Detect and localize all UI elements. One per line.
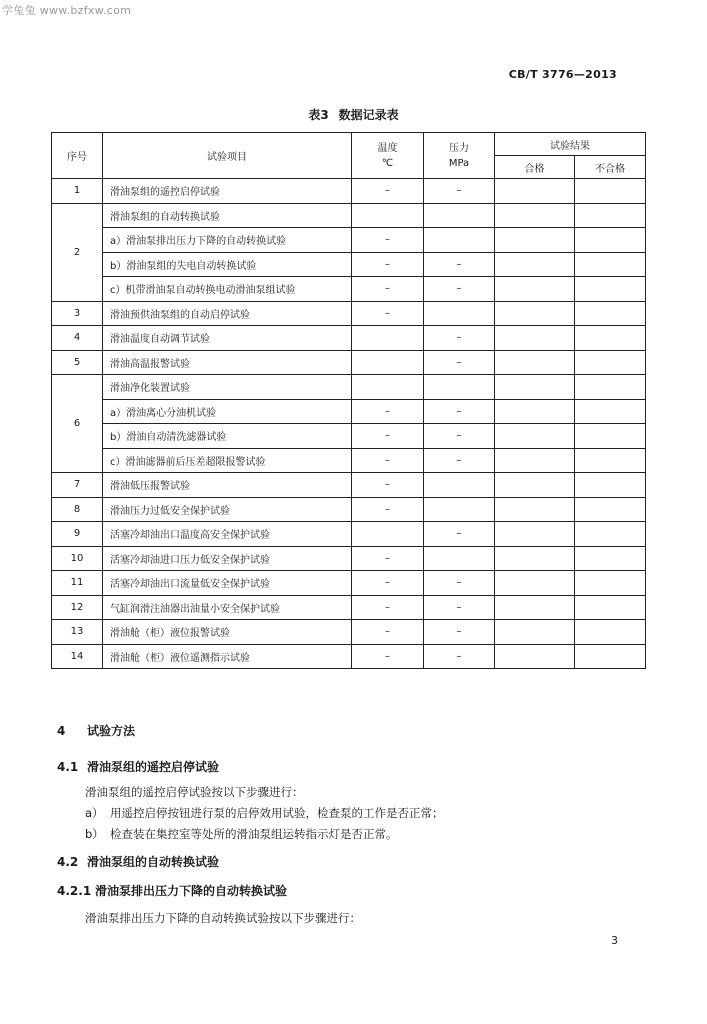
cell-pass — [495, 375, 575, 400]
cell-fail — [575, 301, 646, 326]
section-number: 4.2.1 — [57, 884, 92, 898]
table-row — [52, 473, 646, 498]
list-item-a — [85, 805, 444, 821]
section-number: 4 — [57, 724, 66, 738]
section-4-1-intro: 滑油泵组的遥控启停试验按以下步骤进行： — [85, 785, 304, 799]
cell-temp: – — [352, 595, 424, 620]
cell-temp — [352, 203, 424, 228]
cell-seq: 6 — [52, 375, 103, 473]
cell-fail — [575, 252, 646, 277]
cell-pass — [495, 424, 575, 449]
cell-press — [424, 375, 495, 400]
section-4-2-1-intro: 滑油泵排出压力下降的自动转换试验按以下步骤进行： — [85, 911, 361, 925]
cell-temp: – — [352, 546, 424, 571]
cell-temp — [352, 326, 424, 351]
cell-press: – — [424, 620, 495, 645]
header-temp-unit: ℃ — [381, 157, 394, 169]
table-caption-number: 表3 — [308, 108, 329, 122]
cell-fail — [575, 448, 646, 473]
list-label: b） — [85, 827, 104, 841]
cell-fail — [575, 644, 646, 669]
cell-seq: 9 — [52, 522, 103, 547]
cell-temp: – — [352, 301, 424, 326]
table-row — [52, 644, 646, 669]
cell-temp: – — [352, 252, 424, 277]
cell-press: – — [424, 277, 495, 302]
cell-fail — [575, 546, 646, 571]
cell-item: 滑油泵组的遥控启停试验 — [103, 179, 352, 204]
table-row — [52, 448, 646, 473]
cell-item: a）滑油离心分油机试验 — [103, 399, 352, 424]
header-press-label: 压力 — [449, 142, 469, 154]
section-title: 滑油泵排出压力下降的自动转换试验 — [95, 884, 288, 898]
cell-seq: 12 — [52, 595, 103, 620]
table-row — [52, 399, 646, 424]
cell-press: – — [424, 571, 495, 596]
cell-item: c）机带滑油泵自动转换电动滑油泵组试验 — [103, 277, 352, 302]
table-row — [52, 301, 646, 326]
cell-seq: 14 — [52, 644, 103, 669]
cell-pass — [495, 228, 575, 253]
table-row — [52, 546, 646, 571]
cell-fail — [575, 203, 646, 228]
header-result: 试验结果 — [495, 133, 646, 156]
section-4-heading — [57, 722, 135, 739]
section-4-2-1-heading — [57, 882, 287, 899]
cell-temp: – — [352, 448, 424, 473]
section-number: 4.2 — [57, 855, 79, 869]
cell-temp: – — [352, 179, 424, 204]
cell-item: b）滑油自动清洗滤器试验 — [103, 424, 352, 449]
table-caption-title: 数据记录表 — [338, 108, 399, 122]
list-item-b — [85, 826, 398, 842]
cell-item: 活塞冷却油进口压力低安全保护试验 — [103, 546, 352, 571]
cell-item: 滑油净化装置试验 — [103, 375, 352, 400]
cell-press — [424, 301, 495, 326]
cell-item: 滑油压力过低安全保护试验 — [103, 497, 352, 522]
cell-seq: 8 — [52, 497, 103, 522]
cell-item: 滑油舱（柜）液位报警试验 — [103, 620, 352, 645]
cell-seq: 2 — [52, 203, 103, 301]
table-row — [52, 571, 646, 596]
cell-fail — [575, 497, 646, 522]
header-fail: 不合格 — [575, 156, 646, 179]
cell-temp — [352, 350, 424, 375]
cell-item: 滑油低压报警试验 — [103, 473, 352, 498]
cell-press — [424, 203, 495, 228]
table-row — [52, 620, 646, 645]
cell-press — [424, 473, 495, 498]
cell-item: b）滑油泵组的失电自动转换试验 — [103, 252, 352, 277]
cell-item: 滑油舱（柜）液位遥测指示试验 — [103, 644, 352, 669]
cell-temp: – — [352, 399, 424, 424]
section-4-2-heading — [57, 853, 219, 870]
cell-temp: – — [352, 644, 424, 669]
cell-press — [424, 228, 495, 253]
table-row — [52, 252, 646, 277]
table-row — [52, 179, 646, 204]
section-title: 滑油泵组的自动转换试验 — [87, 855, 220, 869]
cell-press: – — [424, 252, 495, 277]
cell-fail — [575, 473, 646, 498]
cell-item: 滑油高温报警试验 — [103, 350, 352, 375]
table-row — [52, 326, 646, 351]
cell-pass — [495, 277, 575, 302]
cell-pass — [495, 301, 575, 326]
cell-pass — [495, 326, 575, 351]
header-press-unit: MPa — [448, 157, 470, 169]
section-title: 滑油泵组的遥控启停试验 — [87, 760, 220, 774]
cell-item: c）滑油滤器前后压差超限报警试验 — [103, 448, 352, 473]
cell-pass — [495, 644, 575, 669]
cell-seq: 13 — [52, 620, 103, 645]
cell-press: – — [424, 595, 495, 620]
cell-temp — [352, 375, 424, 400]
cell-seq: 4 — [52, 326, 103, 351]
cell-item: 滑油泵组的自动转换试验 — [103, 203, 352, 228]
table-row — [52, 203, 646, 228]
cell-press: – — [424, 399, 495, 424]
header-temperature — [352, 133, 424, 179]
cell-seq: 3 — [52, 301, 103, 326]
cell-fail — [575, 277, 646, 302]
cell-seq: 10 — [52, 546, 103, 571]
standard-number: CB/T 3776—2013 — [508, 68, 617, 81]
cell-item: 滑油预供油泵组的自动启停试验 — [103, 301, 352, 326]
header-pressure — [424, 133, 495, 179]
header-seq: 序号 — [52, 133, 103, 179]
cell-pass — [495, 497, 575, 522]
cell-temp: – — [352, 277, 424, 302]
list-text: 检查装在集控室等处所的滑油泵组运转指示灯是否正常。 — [110, 827, 398, 841]
cell-pass — [495, 546, 575, 571]
cell-fail — [575, 620, 646, 645]
cell-pass — [495, 620, 575, 645]
cell-pass — [495, 179, 575, 204]
section-4-1-heading — [57, 758, 219, 775]
cell-pass — [495, 522, 575, 547]
cell-fail — [575, 522, 646, 547]
cell-temp: – — [352, 620, 424, 645]
section-number: 4.1 — [57, 760, 79, 774]
cell-pass — [495, 350, 575, 375]
cell-item: 活塞冷却油出口温度高安全保护试验 — [103, 522, 352, 547]
cell-press: – — [424, 448, 495, 473]
data-record-table — [51, 132, 646, 669]
table-row — [52, 375, 646, 400]
cell-fail — [575, 228, 646, 253]
cell-item: 气缸润滑注油器出油量小安全保护试验 — [103, 595, 352, 620]
cell-press: – — [424, 350, 495, 375]
cell-press: – — [424, 179, 495, 204]
cell-pass — [495, 252, 575, 277]
cell-press: – — [424, 522, 495, 547]
table-row — [52, 522, 646, 547]
header-item: 试验项目 — [103, 133, 352, 179]
cell-fail — [575, 179, 646, 204]
cell-press — [424, 546, 495, 571]
table-row — [52, 595, 646, 620]
cell-press: – — [424, 644, 495, 669]
cell-press — [424, 497, 495, 522]
cell-temp: – — [352, 497, 424, 522]
table-row — [52, 277, 646, 302]
cell-seq: 1 — [52, 179, 103, 204]
cell-item: 滑油温度自动调节试验 — [103, 326, 352, 351]
cell-fail — [575, 424, 646, 449]
list-label: a） — [85, 806, 104, 820]
cell-fail — [575, 375, 646, 400]
table-row — [52, 497, 646, 522]
cell-seq: 11 — [52, 571, 103, 596]
cell-temp: – — [352, 228, 424, 253]
cell-fail — [575, 350, 646, 375]
cell-press: – — [424, 424, 495, 449]
page-number: 3 — [611, 934, 618, 947]
cell-temp: – — [352, 571, 424, 596]
cell-fail — [575, 595, 646, 620]
cell-seq: 7 — [52, 473, 103, 498]
header-temp-label: 温度 — [377, 142, 398, 154]
cell-fail — [575, 399, 646, 424]
cell-pass — [495, 448, 575, 473]
watermark: 学兔兔 www.bzfxw.com — [2, 4, 132, 17]
list-text: 用遥控启停按钮进行泵的启停效用试验，检查泵的工作是否正常； — [110, 806, 444, 820]
cell-pass — [495, 473, 575, 498]
cell-seq: 5 — [52, 350, 103, 375]
cell-temp — [352, 522, 424, 547]
cell-fail — [575, 571, 646, 596]
cell-pass — [495, 595, 575, 620]
cell-fail — [575, 326, 646, 351]
header-pass: 合格 — [495, 156, 575, 179]
table-caption — [0, 106, 707, 123]
table-row — [52, 424, 646, 449]
table-row — [52, 228, 646, 253]
section-title: 试验方法 — [87, 724, 136, 738]
cell-press: – — [424, 326, 495, 351]
cell-item: 活塞冷却油出口流量低安全保护试验 — [103, 571, 352, 596]
cell-pass — [495, 203, 575, 228]
cell-temp: – — [352, 473, 424, 498]
table-row — [52, 350, 646, 375]
cell-temp: – — [352, 424, 424, 449]
cell-pass — [495, 571, 575, 596]
cell-pass — [495, 399, 575, 424]
cell-item: a）滑油泵排出压力下降的自动转换试验 — [103, 228, 352, 253]
